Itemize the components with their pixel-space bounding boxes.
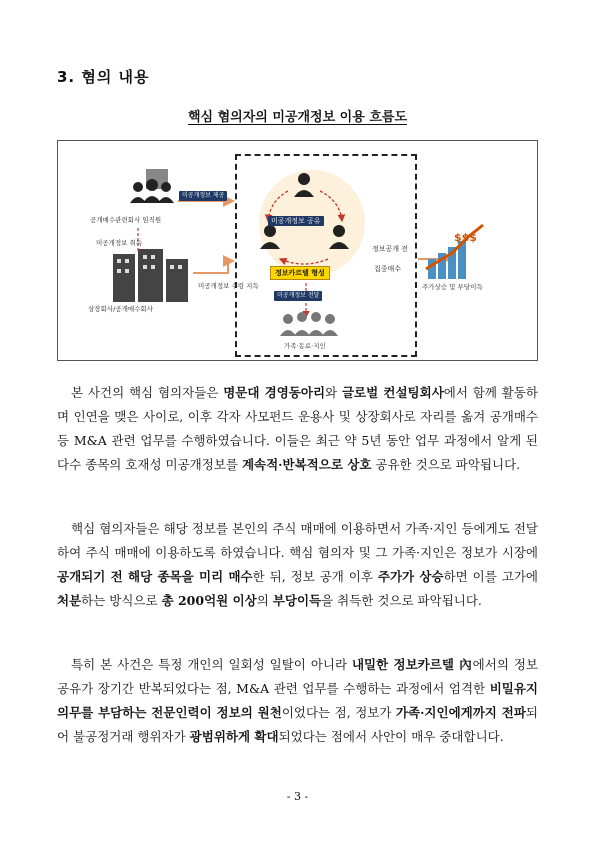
family-people-icon: [280, 312, 338, 336]
paragraph-3: [57, 653, 538, 749]
tender-staff-label: 공개매수관련회사 임직원: [90, 216, 162, 224]
nonpublic-notice-label: 미공개정보 수령 지득: [198, 282, 259, 290]
page-number: - 3 -: [286, 790, 309, 803]
paragraph-2: [57, 517, 538, 613]
svg-text:$$$: $$$: [454, 231, 477, 244]
body-text: 이었다는 점, 정보가: [281, 705, 396, 720]
emphasis-text: 광범위하게 확대: [189, 729, 279, 744]
body-text: 와: [325, 385, 342, 400]
family-label: 가족·동료·지인: [284, 342, 326, 350]
info-cartel-badge: 정보카르텔 형성: [270, 266, 330, 280]
concentrated-buy-label: 집중매수: [374, 265, 402, 273]
body-text: 에서 함께 활동하며 인연을 맺은 사이로, 이후 각자 사모펀드 운용사 및 상장회사로 자리를 옮겨 공개매수 등 M&A 관련 업무를 수행하였습니다. 이들은 최근 약 5년 동안 업무 과정에서 알게 된 다수 종목의 호재성 미공개정보를: [57, 385, 538, 472]
body-text: 되었다는 점에서 사안이 매우 중대합니다.: [278, 729, 504, 744]
body-text: 에서의 정보 공유가 장기간 반복되었다는 점, M&A 관련 업무를 수행하는 과정에서 엄격한: [57, 657, 538, 696]
listed-company-label: 상장회사/공개매수회사: [88, 305, 153, 313]
emphasis-text: 비밀유지의무를 부담하는 전문인력이 정보의 원천: [57, 681, 538, 720]
body-text: 한 뒤, 정보 공개 이후: [252, 569, 378, 584]
diagram-title-text: 핵심 혐의자의 미공개정보 이용 흐름도: [187, 110, 408, 125]
info-disclosure-label: 정보공개 전: [372, 245, 409, 253]
body-text: 공유한 것으로 파악됩니다.: [371, 457, 521, 472]
stock-rise-chart-icon: [426, 225, 483, 279]
body-text: 하면 이를 고가에: [443, 569, 538, 584]
section-title: 3. 혐의 내용: [57, 68, 150, 86]
transfer-pill: 미공개정보 전달: [274, 291, 322, 301]
emphasis-text: 명문대 경영동아리: [223, 385, 326, 400]
emphasis-text: 총 200억원 이상: [161, 593, 257, 608]
body-text: 본 사건의 핵심 혐의자들은: [71, 385, 224, 400]
body-text: 되어 불공정거래 행위자가: [57, 705, 538, 744]
emphasis-text: 공개되기 전 해당 종목을 미리 매수: [57, 569, 253, 584]
cartel-members-icon: [260, 173, 349, 249]
emphasis-text: 글로벌 컨설팅회사: [341, 385, 444, 400]
diagram-graphics: [58, 141, 539, 362]
emphasis-text: 부당이득: [272, 593, 322, 608]
body-text: 을 취득한 것으로 파악됩니다.: [321, 593, 482, 608]
flow-diagram: [57, 140, 538, 361]
executives-people-icon: [130, 169, 174, 203]
emphasis-text: 주가가 상승: [377, 569, 444, 584]
body-text: 특히 본 사건은 특정 개인의 일회성 일탈이 아니라: [71, 657, 352, 672]
paragraph-1: [57, 381, 538, 477]
emphasis-text: 내밀한 정보카르텔 內: [351, 657, 473, 672]
nonpublic-obtain-label: 미공개정보 취득: [96, 239, 143, 247]
emphasis-text: 가족·지인에게까지 전파: [395, 705, 526, 720]
company-buildings-icon: [113, 249, 188, 302]
body-text: 핵심 혐의자들은 해당 정보를 본인의 주식 매매에 이용하면서 가족·지인 등에게도 전달하여 주식 매매에 이용하도록 하였습니다. 핵심 혐의자 및 그 가족·지인은 정보가 시장에: [57, 521, 538, 560]
price-up-label: 주가상승 및 부당이득: [422, 283, 483, 291]
info-provision-pill: 미공개정보 제공: [179, 191, 227, 201]
body-text: 의: [256, 593, 273, 608]
center-share-pill: 미공개정보 공유: [268, 216, 324, 226]
emphasis-text: 계속적·반복적으로 상호: [241, 457, 372, 472]
diagram-title: [0, 106, 595, 125]
body-text: 하는 방식으로: [81, 593, 162, 608]
emphasis-text: 처분: [57, 593, 82, 608]
